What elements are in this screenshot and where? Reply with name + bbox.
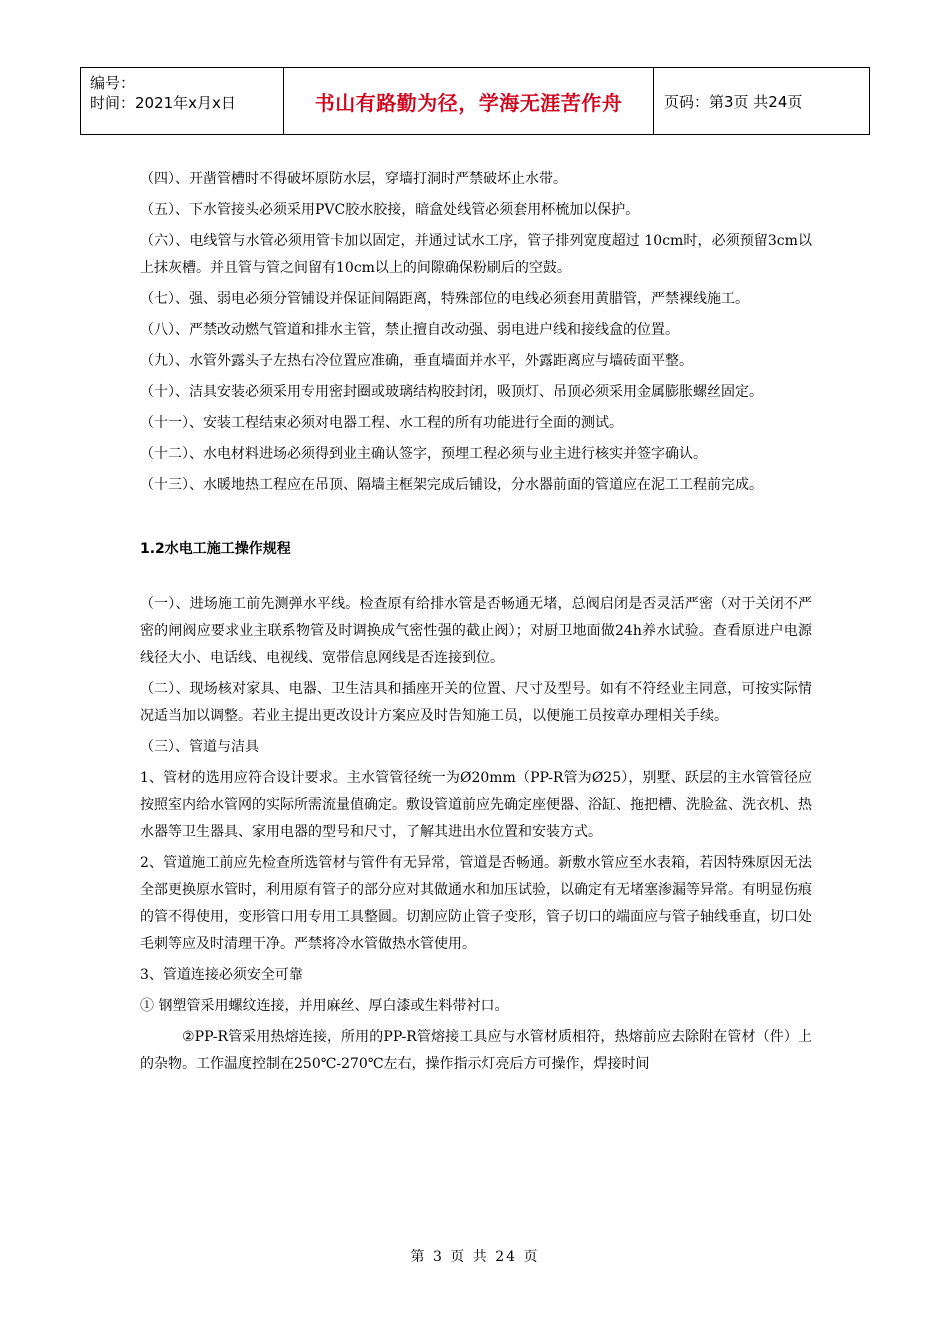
paragraph: （八）、严禁改动燃气管道和排水主管，禁止擅自改动强、弱电进户线和接线盒的位置。 — [140, 322, 679, 338]
time-label: 时间：2021年x月x日 — [90, 94, 236, 112]
document-body — [140, 166, 812, 1082]
paragraph: （二）、现场核对家具、电器、卫生洁具和插座开关的位置、尺寸及型号。如有不符经业主同意，可按实际情况适当加以调整。若业主提出更改设计方案应及时告知施工员，以便施工员按章办理相关手续。 — [140, 681, 812, 724]
paragraph: （一）、进场施工前先测弹水平线。检查原有给排水管是否畅通无堵，总阀启闭是否灵活严密（对于关闭不严密的闸阀应要求业主联系物管及时调换成气密性强的截止阀）；对厨卫地面做24h养水试验。查看原进户电源线径大小、电话线、电视线、宽带信息网线是否连接到位。 — [140, 596, 812, 666]
paragraph: ① 钢塑管采用螺纹连接，并用麻丝、厚白漆或生料带衬口。 — [140, 998, 509, 1014]
paragraph: 3、管道连接必须安全可靠 — [140, 967, 303, 983]
header-page-label: 页码：第3页 共24页 — [664, 92, 803, 111]
paragraph: 1、管材的选用应符合设计要求。主水管管径统一为Ø20mm（PP-R管为Ø25），别墅、跃层的主水管管径应按照室内给水管网的实际所需流量值确定。敷设管道前应先确定座便器、浴缸、拖把槽、洗脸盆、洗衣机、热水器等卫生器具、家用电器的型号和尺寸，了解其进出水位置和安装方式。 — [140, 770, 812, 840]
header-motto: 书山有路勤为径，学海无涯苦作舟 — [314, 90, 623, 115]
paragraph: ②PP-R管采用热熔连接，所用的PP-R管熔接工具应与水管材质相符，热熔前应去除附在管材（件）上的杂物。工作温度控制在250℃-270℃左右，操作指示灯亮后方可操作，焊接时间 — [140, 1029, 812, 1072]
serial-label: 编号： — [90, 74, 136, 92]
paragraph: （十）、洁具安装必须采用专用密封圈或玻璃结构胶封闭，吸顶灯、吊顶必须采用金属膨胀螺丝固定。 — [140, 384, 763, 400]
paragraph: （十三）、水暖地热工程应在吊顶、隔墙主框架完成后铺设，分水器前面的管道应在泥工工程前完成。 — [140, 477, 763, 493]
header-meta-cell — [81, 68, 284, 134]
paragraph: （五）、下水管接头必须采用PVC胶水胶接，暗盒处线管必须套用杯梳加以保护。 — [140, 202, 640, 218]
paragraph: （九）、水管外露头子左热右冷位置应准确，垂直墙面并水平，外露距离应与墙砖面平整。 — [140, 353, 693, 369]
section-spacer — [140, 503, 812, 539]
paragraph: （四）、开凿管槽时不得破坏原防水层，穿墙打洞时严禁破坏止水带。 — [140, 171, 567, 187]
document-header — [80, 67, 870, 135]
paragraph: （三）、管道与洁具 — [140, 739, 259, 755]
paragraph: （十一）、安装工程结束必须对电器工程、水工程的所有功能进行全面的测试。 — [140, 415, 623, 431]
paragraph: （十二）、水电材料进场必须得到业主确认签字，预埋工程必须与业主进行核实并签字确认。 — [140, 446, 707, 462]
header-motto-cell — [284, 68, 654, 134]
section-heading: 1.2水电工施工操作规程 — [140, 541, 291, 557]
page-footer: 第 3 页 共 24 页 — [410, 1249, 540, 1265]
paragraph: （七）、强、弱电必须分管铺设并保证间隔距离，特殊部位的电线必须套用黄腊管，严禁裸线施工。 — [140, 291, 749, 307]
paragraph: （六）、电线管与水管必须用管卡加以固定，并通过试水工序，管子排列宽度超过 10cm时，必须预留3cm以上抹灰槽。并且管与管之间留有10cm以上的间隙确保粉刷后的空鼓。 — [140, 233, 812, 276]
paragraph: 2、管道施工前应先检查所选管材与管件有无异常，管道是否畅通。新敷水管应至水表箱，若因特殊原因无法全部更换原水管时，利用原有管子的部分应对其做通水和加压试验，以确定有无堵塞渗漏等异常。有明显伤痕的管不得使用，变形管口用专用工具整圆。切割应防止管子变形，管子切口的端面应与管子轴线垂直，切口处毛刺等应及时清理干净。严禁将冷水管做热水管使用。 — [140, 855, 812, 952]
header-page-cell — [654, 68, 869, 134]
